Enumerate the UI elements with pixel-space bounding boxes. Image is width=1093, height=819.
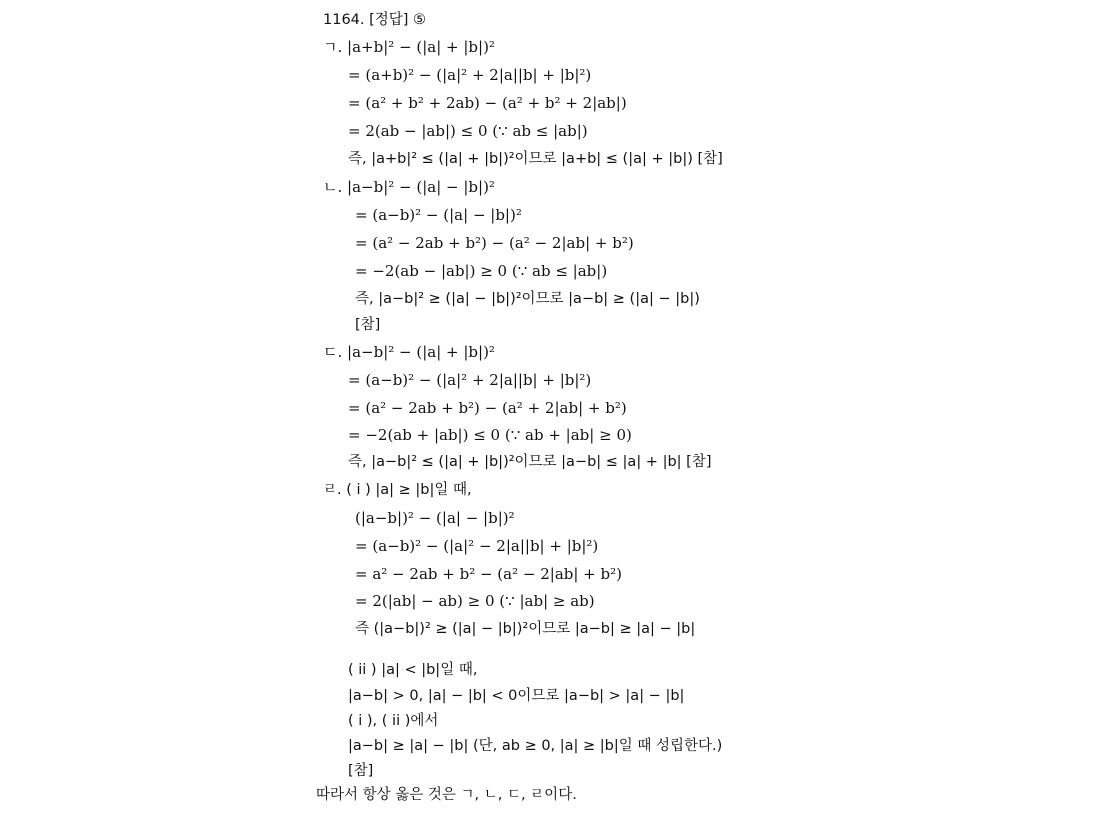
- part-d-line-1: ㄷ. |a−b|² − (|a| + |b|)²: [323, 343, 495, 361]
- part-g-line-3: = (a² + b² + 2ab) − (a² + b² + 2|ab|): [348, 94, 627, 112]
- part-d-line-5: 즉, |a−b|² ≤ (|a| + |b|)²이므로 |a−b| ≤ |a| + |b| [참]: [348, 454, 712, 470]
- part-r-line-4: = a² − 2ab + b² − (a² − 2|ab| + b²): [355, 565, 622, 583]
- part-r-line-3: = (a−b)² − (|a|² − 2|a||b| + |b|²): [355, 537, 599, 555]
- part-n-line-5: 즉, |a−b|² ≥ (|a| − |b|)²이므로 |a−b| ≥ (|a| − |b|): [355, 291, 700, 307]
- part-n-line-1: ㄴ. |a−b|² − (|a| − |b|)²: [323, 178, 495, 196]
- part-d-line-3: = (a² − 2ab + b²) − (a² + 2|ab| + b²): [348, 399, 627, 417]
- part-g-line-4: = 2(ab − |ab|) ≤ 0 (∵ ab ≤ |ab|): [348, 122, 588, 140]
- part-n-line-4: = −2(ab − |ab|) ≥ 0 (∵ ab ≤ |ab|): [355, 262, 608, 280]
- part-n-line-2: = (a−b)² − (|a| − |b|)²: [355, 206, 522, 224]
- part-r-line-10: |a−b| ≥ |a| − |b| (단, ab ≥ 0, |a| ≥ |b|일 때 성립한다.): [348, 738, 723, 754]
- part-r-line-1: ㄹ. ( i ) |a| ≥ |b|일 때,: [323, 482, 472, 498]
- part-g-line-1: ㄱ. |a+b|² − (|a| + |b|)²: [323, 38, 495, 56]
- part-r-line-8: |a−b| > 0, |a| − |b| < 0이므로 |a−b| > |a| − |b|: [348, 688, 685, 704]
- part-n-line-3: = (a² − 2ab + b²) − (a² − 2|ab| + b²): [355, 234, 634, 252]
- part-r-line-6: 즉 (|a−b|)² ≥ (|a| − |b|)²이므로 |a−b| ≥ |a| − |b|: [355, 621, 696, 637]
- part-d-line-4: = −2(ab + |ab|) ≤ 0 (∵ ab + |ab| ≥ 0): [348, 426, 632, 444]
- part-r-line-2: (|a−b|)² − (|a| − |b|)²: [355, 509, 515, 527]
- part-r-line-11: [참]: [348, 763, 374, 779]
- conclusion: 따라서 항상 옳은 것은 ㄱ, ㄴ, ㄷ, ㄹ이다.: [316, 787, 577, 803]
- answer-header: 1164. [정답] ⑤: [323, 12, 427, 28]
- part-n-line-6: [참]: [355, 317, 381, 333]
- part-r-line-5: = 2(|ab| − ab) ≥ 0 (∵ |ab| ≥ ab): [355, 592, 595, 610]
- part-r-line-7: ( ii ) |a| < |b|일 때,: [348, 662, 478, 678]
- part-r-line-9: ( i ), ( ii )에서: [348, 713, 439, 729]
- part-d-line-2: = (a−b)² − (|a|² + 2|a||b| + |b|²): [348, 371, 592, 389]
- part-g-line-2: = (a+b)² − (|a|² + 2|a||b| + |b|²): [348, 66, 592, 84]
- part-g-line-5: 즉, |a+b|² ≤ (|a| + |b|)²이므로 |a+b| ≤ (|a| + |b|) [참]: [348, 151, 723, 167]
